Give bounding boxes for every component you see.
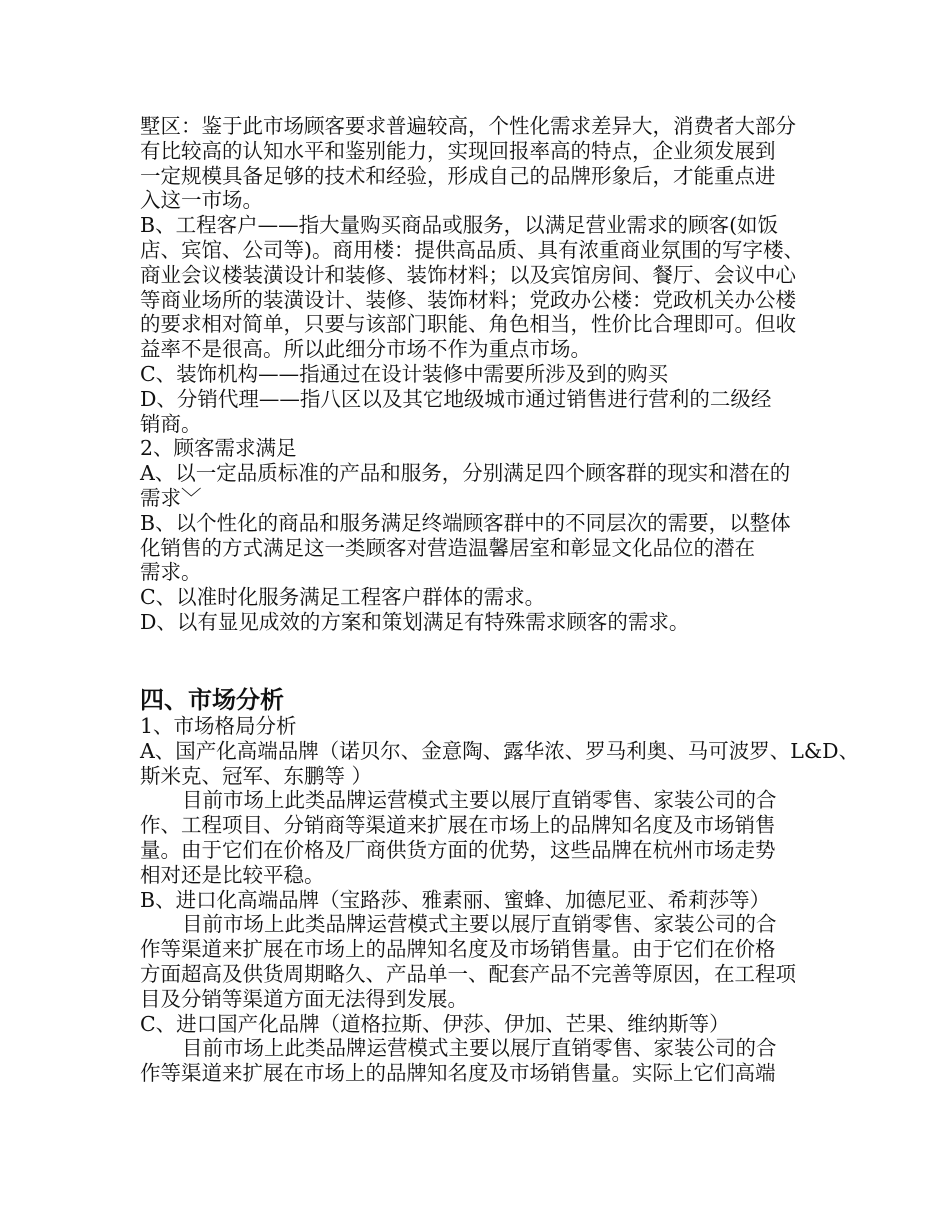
paragraph-line: 有比较高的认知水平和鉴别能力，实现回报率高的特点，企业须发展到 [140, 138, 776, 163]
paragraph-line: 作、工程项目、分销商等渠道来扩展在市场上的品牌知名度及市场销售 [140, 813, 776, 838]
paragraph-line: D、以有显见成效的方案和策划满足有特殊需求顾客的需求。 [140, 609, 690, 634]
paragraph-line: C、以准时化服务满足工程客户群体的需求。 [140, 585, 546, 610]
document-body-section-customers [140, 114, 840, 635]
paragraph-line: 等商业场所的装潢设计、装修、装饰材料；党政办公楼：党政机关办公楼 [140, 287, 796, 312]
paragraph-line: C、进口国产化品牌（道格拉斯、伊莎、伊加、芒果、维纳斯等） [140, 1011, 730, 1036]
paragraph-line: 目及分销等渠道方面无法得到发展。 [140, 986, 468, 1011]
paragraph-line: B、以个性化的商品和服务满足终端顾客群中的不同层次的需要，以整体 [140, 510, 791, 535]
paragraph-line: 作等渠道来扩展在市场上的品牌知名度及市场销售量。实际上它们高端 [140, 1061, 776, 1086]
paragraph-line: 商业会议楼装潢设计和装修、装饰材料；以及宾馆房间、餐厅、会议中心 [140, 262, 796, 287]
paragraph-line: 益率不是很高。所以此细分市场不作为重点市场。 [140, 337, 591, 362]
paragraph-line: 的要求相对简单，只要与该部门职能、角色相当，性价比合理即可。但收 [140, 312, 796, 337]
paragraph-line: 目前市场上此类品牌运营模式主要以展厅直销零售、家装公司的合 [182, 788, 777, 813]
paragraph-line: 作等渠道来扩展在市场上的品牌知名度及市场销售量。由于它们在价格 [140, 937, 776, 962]
paragraph-line: 量。由于它们在价格及厂商供货方面的优势，这些品牌在杭州市场走势 [140, 837, 776, 862]
paragraph-line: 1、市场格局分析 [140, 714, 297, 738]
paragraph-line: 墅区：鉴于此市场顾客要求普遍较高，个性化需求差异大，消费者大部分 [140, 114, 796, 138]
paragraph-line: 目前市场上此类品牌运营模式主要以展厅直销零售、家装公司的合 [182, 912, 777, 937]
section-heading: 四、市场分析 [140, 686, 284, 714]
paragraph-line: 斯米克、冠军、东鹏等 ） [140, 763, 373, 788]
document-section-market-analysis [140, 686, 860, 1086]
paragraph-line: D、分销代理——指八区以及其它地级城市通过销售进行营利的二级经 [140, 386, 772, 411]
paragraph-line: 一定规模具备足够的技术和经验，形成自己的品牌形象后，才能重点进 [140, 163, 776, 188]
paragraph-line: B、进口化高端品牌（宝路莎、雅素丽、蜜蜂、加德尼亚、希莉莎等） [140, 887, 771, 912]
paragraph-line: 需求﹀ [140, 485, 202, 510]
paragraph-line: 销商。 [140, 411, 202, 436]
paragraph-line: 相对还是比较平稳。 [140, 862, 325, 887]
paragraph-line: A、以一定品质标准的产品和服务，分别满足四个顾客群的现实和潜在的 [140, 461, 791, 486]
paragraph-line: B、工程客户——指大量购买商品或服务，以满足营业需求的顾客(如饭 [140, 213, 779, 238]
paragraph-line: 目前市场上此类品牌运营模式主要以展厅直销零售、家装公司的合 [182, 1036, 777, 1061]
paragraph-line: 化销售的方式满足这一类顾客对营造温馨居室和彰显文化品位的潜在 [140, 535, 755, 560]
paragraph-line: 2、顾客需求满足 [140, 436, 297, 461]
paragraph-line: 需求。 [140, 560, 202, 585]
paragraph-line: 入这一市场。 [140, 188, 263, 213]
paragraph-line: 方面超高及供货周期略久、产品单一、配套产品不完善等原因，在工程项 [140, 961, 796, 986]
paragraph-line: A、国产化高端品牌（诺贝尔、金意陶、露华浓、罗马利奥、马可波罗、L&D、 [140, 738, 860, 763]
paragraph-line: C、装饰机构——指通过在设计装修中需要所涉及到的购买 [140, 361, 669, 386]
paragraph-line: 店、宾馆、公司等)。商用楼：提供高品质、具有浓重商业氛围的写字楼、 [140, 237, 804, 262]
